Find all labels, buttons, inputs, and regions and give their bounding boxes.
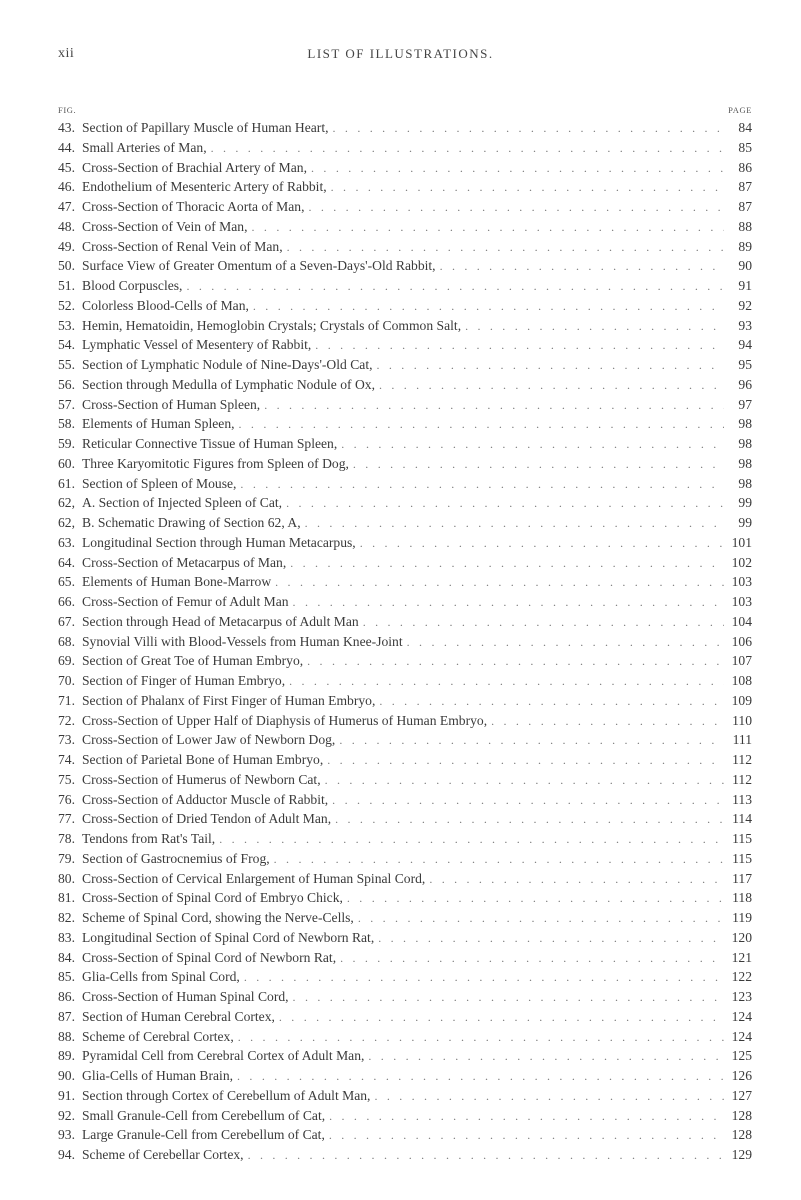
figure-number: 48. xyxy=(58,218,75,234)
list-item xyxy=(58,177,752,197)
dot-leader xyxy=(211,139,724,159)
page-reference: 119 xyxy=(732,910,752,925)
figure-number: 75. xyxy=(58,771,75,787)
list-item xyxy=(58,1106,752,1126)
figure-title: Longitudinal Section through Human Metacarpus, xyxy=(82,534,356,550)
figure-title: Cross-Section of Spinal Cord of Embryo Chick, xyxy=(82,890,343,906)
figure-title: Scheme of Spinal Cord, showing the Nerve-Cells, xyxy=(82,910,354,925)
figure-title: Large Granule-Cell from Cerebellum of Cat, xyxy=(82,1127,325,1143)
page-column-heading: PAGE xyxy=(728,105,752,115)
list-item xyxy=(58,711,752,731)
page-reference: 107 xyxy=(731,653,752,669)
figure-title: Synovial Villi with Blood-Vessels from Human Knee-Joint xyxy=(82,633,403,649)
figure-title: Section of Gastrocnemius of Frog, xyxy=(82,850,270,866)
list-item xyxy=(58,553,752,573)
dot-leader xyxy=(379,376,724,396)
page-reference: 110 xyxy=(732,712,752,728)
dot-leader xyxy=(374,1087,724,1107)
figure-title: Scheme of Cerebellar Cortex, xyxy=(82,1147,244,1162)
figure-title: Lymphatic Vessel of Mesentery of Rabbit, xyxy=(82,337,312,353)
dot-leader xyxy=(253,297,724,317)
dot-leader xyxy=(308,198,724,218)
dot-leader xyxy=(329,1126,724,1146)
figure-title: Cross-Section of Femur of Adult Man xyxy=(82,594,289,609)
figure-number: 76. xyxy=(58,791,75,807)
list-item xyxy=(58,1066,752,1086)
figure-number: 49. xyxy=(58,238,75,254)
figure-number: 92. xyxy=(58,1107,75,1123)
page-reference: 106 xyxy=(731,633,752,649)
list-item xyxy=(58,237,752,257)
figure-title: Cross-Section of Cervical Enlargement of Human Spinal Cord, xyxy=(82,870,426,886)
page-number: xii xyxy=(58,46,75,61)
list-item xyxy=(58,987,752,1007)
figure-number: 85. xyxy=(58,969,75,985)
figure-title: Colorless Blood-Cells of Man, xyxy=(82,297,249,313)
figure-title: B. Schematic Drawing of Section 62, A, xyxy=(82,515,301,530)
dot-leader xyxy=(248,1146,724,1166)
figure-title: Glia-Cells from Spinal Cord, xyxy=(82,969,240,985)
dot-leader xyxy=(331,178,724,198)
page-reference: 95 xyxy=(738,357,752,372)
dot-leader xyxy=(335,810,724,830)
list-item xyxy=(58,118,752,138)
page-reference: 121 xyxy=(731,949,752,965)
figure-title: Longitudinal Section of Spinal Cord of Newborn Rat, xyxy=(82,929,375,945)
page-reference: 112 xyxy=(732,752,752,767)
figure-title: Cross-Section of Lower Jaw of Newborn Dog, xyxy=(82,732,336,748)
figure-number: 86. xyxy=(58,989,75,1004)
figure-title: Tendons from Rat's Tail, xyxy=(82,831,216,846)
list-item xyxy=(58,1125,752,1145)
figure-number: 43. xyxy=(58,120,75,135)
list-item xyxy=(58,533,752,553)
figure-title: Glia-Cells of Human Brain, xyxy=(82,1068,234,1083)
figure-number: 44. xyxy=(58,139,75,155)
list-item xyxy=(58,790,752,810)
list-item xyxy=(58,572,752,592)
dot-leader xyxy=(219,830,724,850)
list-item xyxy=(58,691,752,711)
list-item xyxy=(58,513,752,533)
page-reference: 89 xyxy=(738,238,752,254)
dot-leader xyxy=(358,909,724,929)
dot-leader xyxy=(244,968,724,988)
list-item xyxy=(58,967,752,987)
page-reference: 124 xyxy=(731,1028,752,1044)
figure-number: 90. xyxy=(58,1068,75,1083)
dot-leader xyxy=(290,554,724,574)
page-reference: 120 xyxy=(731,929,752,945)
figure-number: 62, xyxy=(58,515,75,530)
dot-leader xyxy=(240,475,724,495)
dot-leader xyxy=(293,988,724,1008)
list-item xyxy=(58,948,752,968)
figure-title: Cross-Section of Brachial Artery of Man, xyxy=(82,159,308,175)
figure-title: Section of Parietal Bone of Human Embryo, xyxy=(82,752,324,767)
figure-title: Reticular Connective Tissue of Human Spleen, xyxy=(82,436,338,451)
page-reference: 99 xyxy=(738,515,752,530)
figure-number: 72. xyxy=(58,712,75,728)
figure-title: Section of Finger of Human Embryo, xyxy=(82,673,286,688)
figure-title: Section through Cortex of Cerebellum of Adult Man, xyxy=(82,1087,371,1103)
figure-title: Cross-Section of Adductor Muscle of Rabbit, xyxy=(82,791,329,807)
figure-title: Small Granule-Cell from Cerebellum of Cat, xyxy=(82,1107,326,1123)
page-reference: 103 xyxy=(731,594,752,609)
list-item xyxy=(58,355,752,375)
list-item xyxy=(58,158,752,178)
figure-title: Cross-Section of Thoracic Aorta of Man, xyxy=(82,199,305,214)
list-item xyxy=(58,454,752,474)
figure-title: Hemin, Hematoidin, Hemoglobin Crystals; Crystals of Common Salt, xyxy=(82,317,462,333)
figure-number: 70. xyxy=(58,673,75,688)
dot-leader xyxy=(407,633,724,653)
list-item xyxy=(58,256,752,276)
dot-leader xyxy=(429,870,724,890)
dot-leader xyxy=(307,652,724,672)
list-item xyxy=(58,1145,752,1165)
figure-title: Elements of Human Bone-Marrow xyxy=(82,574,272,590)
figure-number: 81. xyxy=(58,890,75,906)
figure-number: 91. xyxy=(58,1087,75,1103)
page-reference: 96 xyxy=(738,376,752,392)
dot-leader xyxy=(465,317,724,337)
page-reference: 87 xyxy=(738,179,752,195)
figure-number: 94. xyxy=(58,1147,75,1162)
page-reference: 103 xyxy=(731,574,752,590)
figure-number: 80. xyxy=(58,870,75,886)
figure-number: 46. xyxy=(58,179,75,195)
list-item xyxy=(58,592,752,612)
dot-leader xyxy=(339,731,724,751)
figure-number: 50. xyxy=(58,258,75,274)
list-item xyxy=(58,829,752,849)
list-item xyxy=(58,217,752,237)
figure-title: Scheme of Cerebral Cortex, xyxy=(82,1028,234,1044)
dot-leader xyxy=(332,791,724,811)
page-reference: 115 xyxy=(732,850,752,866)
page-reference: 94 xyxy=(738,337,752,353)
figure-title: Cross-Section of Human Spinal Cord, xyxy=(82,989,289,1004)
figure-title: Three Karyomitotic Figures from Spleen of Dog, xyxy=(82,455,349,471)
figure-title: Section of Great Toe of Human Embryo, xyxy=(82,653,304,669)
figure-number: 52. xyxy=(58,297,75,313)
list-item xyxy=(58,750,752,770)
figure-number: 69. xyxy=(58,653,75,669)
dot-leader xyxy=(186,277,724,297)
page-reference: 98 xyxy=(738,416,752,432)
figure-number: 74. xyxy=(58,752,75,767)
page-reference: 118 xyxy=(732,890,752,906)
page-header xyxy=(0,46,801,68)
dot-leader xyxy=(315,336,724,356)
page-reference: 90 xyxy=(738,258,752,274)
page-reference: 104 xyxy=(731,613,752,629)
figure-title: Cross-Section of Renal Vein of Man, xyxy=(82,238,283,254)
page-reference: 93 xyxy=(738,317,752,333)
list-item xyxy=(58,493,752,513)
figure-number: 71. xyxy=(58,692,75,708)
list-item xyxy=(58,888,752,908)
figure-number: 61. xyxy=(58,475,75,491)
page-reference: 102 xyxy=(731,554,752,570)
figure-title: Section of Spleen of Mouse, xyxy=(82,475,237,491)
dot-leader xyxy=(440,257,724,277)
list-item xyxy=(58,908,752,928)
dot-leader xyxy=(363,613,724,633)
dot-leader xyxy=(279,1008,724,1028)
figure-number: 78. xyxy=(58,831,75,846)
dot-leader xyxy=(252,218,724,238)
dot-leader xyxy=(264,396,724,416)
figure-title: A. Section of Injected Spleen of Cat, xyxy=(82,495,283,511)
page-reference: 117 xyxy=(732,870,752,886)
dot-leader xyxy=(325,771,724,791)
figure-title: Cross-Section of Human Spleen, xyxy=(82,396,261,412)
page-reference: 91 xyxy=(738,278,752,293)
figure-number: 83. xyxy=(58,929,75,945)
figure-number: 57. xyxy=(58,396,75,412)
page-reference: 109 xyxy=(731,692,752,708)
list-item xyxy=(58,138,752,158)
dot-leader xyxy=(333,119,724,139)
page-reference: 128 xyxy=(731,1127,752,1143)
figure-number: 89. xyxy=(58,1048,75,1064)
dot-leader xyxy=(286,494,724,514)
dot-leader xyxy=(305,514,724,534)
dot-leader xyxy=(491,712,724,732)
dot-leader xyxy=(379,692,724,712)
figure-number: 63. xyxy=(58,534,75,550)
figure-number: 56. xyxy=(58,376,75,392)
dot-leader xyxy=(287,238,724,258)
figure-title: Cross-Section of Upper Half of Diaphysis of Humerus of Human Embryo, xyxy=(82,712,488,728)
page-reference: 86 xyxy=(738,159,752,175)
page-reference: 114 xyxy=(732,811,752,827)
dot-leader xyxy=(289,672,724,692)
figure-number: 93. xyxy=(58,1127,75,1143)
figure-title: Cross-Section of Dried Tendon of Adult Man, xyxy=(82,811,332,827)
page-reference: 97 xyxy=(738,396,752,412)
figure-title: Cross-Section of Vein of Man, xyxy=(82,218,248,234)
list-item xyxy=(58,671,752,691)
list-item xyxy=(58,474,752,494)
list-item xyxy=(58,197,752,217)
running-title: LIST OF ILLUSTRATIONS. xyxy=(307,46,494,61)
list-item xyxy=(58,869,752,889)
list-item xyxy=(58,651,752,671)
list-item xyxy=(58,928,752,948)
dot-leader xyxy=(347,889,724,909)
dot-leader xyxy=(377,356,725,376)
figure-title: Blood Corpuscles, xyxy=(82,278,183,293)
list-item xyxy=(58,395,752,415)
page-reference: 112 xyxy=(732,771,752,787)
list-item xyxy=(58,849,752,869)
list-item xyxy=(58,316,752,336)
figure-title: Pyramidal Cell from Cerebral Cortex of Adult Man, xyxy=(82,1048,365,1064)
page-reference: 128 xyxy=(731,1107,752,1123)
figure-number: 58. xyxy=(58,416,75,432)
dot-leader xyxy=(327,751,724,771)
page-reference: 111 xyxy=(732,732,752,748)
dot-leader xyxy=(239,415,724,435)
page-reference: 98 xyxy=(738,475,752,491)
figure-number: 54. xyxy=(58,337,75,353)
figure-number: 47. xyxy=(58,199,75,214)
page-reference: 84 xyxy=(738,120,752,135)
dot-leader xyxy=(378,929,724,949)
figure-title: Section through Head of Metacarpus of Adult Man xyxy=(82,613,359,629)
dot-leader xyxy=(275,573,724,593)
list-item xyxy=(58,296,752,316)
figure-number: 67. xyxy=(58,613,75,629)
dot-leader xyxy=(360,534,724,554)
figure-number: 60. xyxy=(58,455,75,471)
dot-leader xyxy=(293,593,724,613)
figure-number: 68. xyxy=(58,633,75,649)
page-reference: 126 xyxy=(731,1068,752,1083)
figure-title: Section of Lymphatic Nodule of Nine-Days'-Old Cat, xyxy=(82,357,373,372)
figure-title: Section through Medulla of Lymphatic Nodule of Ox, xyxy=(82,376,375,392)
dot-leader xyxy=(237,1067,724,1087)
figure-number: 87. xyxy=(58,1008,75,1024)
column-headings xyxy=(58,105,752,119)
dot-leader xyxy=(329,1107,724,1127)
figure-number: 45. xyxy=(58,159,75,175)
list-item xyxy=(58,1007,752,1027)
dot-leader xyxy=(341,435,724,455)
figure-title: Cross-Section of Spinal Cord of Newborn Rat, xyxy=(82,949,337,965)
page-reference: 101 xyxy=(731,534,752,550)
page-reference: 127 xyxy=(731,1087,752,1103)
figure-title: Endothelium of Mesenteric Artery of Rabbit, xyxy=(82,179,327,195)
dot-leader xyxy=(238,1028,724,1048)
page-reference: 85 xyxy=(738,139,752,155)
list-item xyxy=(58,809,752,829)
figure-number: 51. xyxy=(58,278,75,293)
fig-column-heading: FIG. xyxy=(58,105,77,115)
page-reference: 129 xyxy=(731,1147,752,1162)
figure-title: Surface View of Greater Omentum of a Seven-Days'-Old Rabbit, xyxy=(82,258,436,274)
figure-number: 59. xyxy=(58,436,75,451)
list-item xyxy=(58,730,752,750)
page-reference: 123 xyxy=(731,989,752,1004)
list-item xyxy=(58,375,752,395)
page-reference: 99 xyxy=(738,495,752,511)
list-item xyxy=(58,434,752,454)
figure-number: 82. xyxy=(58,910,75,925)
figure-number: 88. xyxy=(58,1028,75,1044)
list-item xyxy=(58,414,752,434)
list-item xyxy=(58,632,752,652)
figure-number: 73. xyxy=(58,732,75,748)
page-reference: 125 xyxy=(731,1048,752,1064)
figure-title: Small Arteries of Man, xyxy=(82,139,207,155)
list-item xyxy=(58,612,752,632)
list-item xyxy=(58,335,752,355)
figure-number: 66. xyxy=(58,594,75,609)
dot-leader xyxy=(274,850,724,870)
figure-title: Section of Phalanx of First Finger of Human Embryo, xyxy=(82,692,376,708)
figure-number: 84. xyxy=(58,949,75,965)
page-reference: 92 xyxy=(738,297,752,313)
page-reference: 115 xyxy=(732,831,752,846)
dot-leader xyxy=(368,1047,724,1067)
dot-leader xyxy=(353,455,724,475)
figure-number: 53. xyxy=(58,317,75,333)
figure-number: 79. xyxy=(58,850,75,866)
list-item xyxy=(58,1046,752,1066)
list-item xyxy=(58,276,752,296)
figure-number: 62, xyxy=(58,495,75,511)
illustration-list xyxy=(58,118,752,1165)
page-reference: 98 xyxy=(738,455,752,471)
page-reference: 113 xyxy=(732,791,752,807)
page-reference: 108 xyxy=(731,673,752,688)
page-reference: 124 xyxy=(731,1008,752,1024)
page-reference: 122 xyxy=(731,969,752,985)
figure-number: 77. xyxy=(58,811,75,827)
figure-title: Section of Papillary Muscle of Human Heart, xyxy=(82,120,329,135)
list-item xyxy=(58,1027,752,1047)
figure-title: Section of Human Cerebral Cortex, xyxy=(82,1008,275,1024)
figure-number: 64. xyxy=(58,554,75,570)
page-reference: 88 xyxy=(738,218,752,234)
figure-title: Cross-Section of Humerus of Newborn Cat, xyxy=(82,771,321,787)
list-item xyxy=(58,1086,752,1106)
figure-number: 65. xyxy=(58,574,75,590)
figure-title: Elements of Human Spleen, xyxy=(82,416,235,432)
figure-title: Cross-Section of Metacarpus of Man, xyxy=(82,554,287,570)
figure-number: 55. xyxy=(58,357,75,372)
page-reference: 87 xyxy=(738,199,752,214)
page-reference: 98 xyxy=(738,436,752,451)
dot-leader xyxy=(311,159,724,179)
list-item xyxy=(58,770,752,790)
dot-leader xyxy=(340,949,724,969)
